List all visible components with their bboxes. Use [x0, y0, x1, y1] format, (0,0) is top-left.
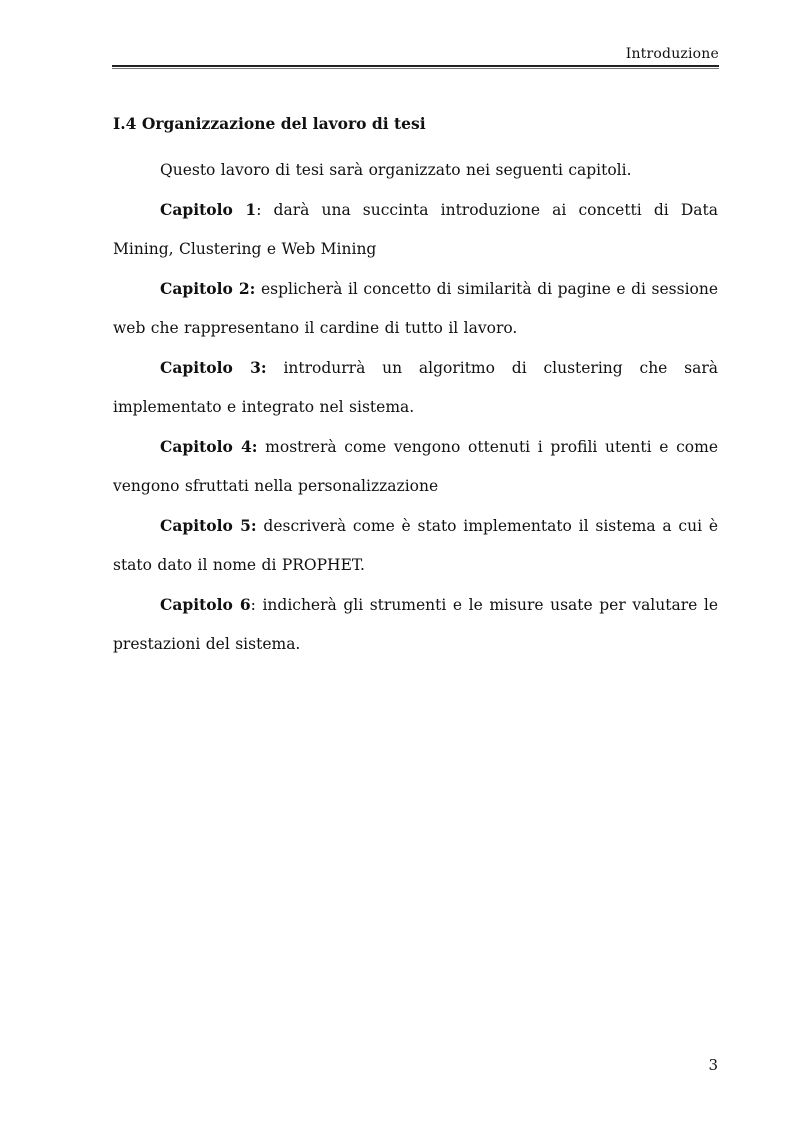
chapter-description: darà una succinta introduzione ai concetti di Data Mining, Clustering e Web Mining — [113, 201, 718, 258]
chapter-paragraph — [113, 269, 718, 348]
intro-paragraph: Questo lavoro di tesi sarà organizzato nei seguenti capitoli. — [160, 161, 632, 179]
chapter-paragraph — [113, 348, 718, 427]
page-number: 3 — [708, 1056, 718, 1074]
chapter-description: mostrerà come vengono ottenuti i profili utenti e come vengono sfruttati nella personalizzazione — [113, 438, 718, 495]
header-rule-thin — [112, 68, 719, 69]
chapter-paragraph — [113, 427, 718, 506]
chapter-label: Capitolo 5: — [160, 516, 257, 535]
chapter-paragraph — [113, 585, 718, 664]
chapter-separator: : — [250, 596, 263, 614]
chapter-description: esplicherà il concetto di similarità di pagine e di sessione web che rappresentano il cardine di tutto il lavoro. — [113, 280, 719, 337]
running-header: Introduzione — [625, 46, 719, 62]
chapter-paragraph — [113, 190, 718, 269]
chapter-label: Capitolo 2: — [160, 279, 256, 298]
chapter-label: Capitolo 4: — [160, 437, 258, 456]
chapter-label: Capitolo 1 — [160, 200, 257, 219]
chapter-description: indicherà gli strumenti e le misure usate per valutare le prestazioni del sistema. — [113, 596, 718, 653]
chapter-separator: : — [256, 201, 274, 219]
chapter-description: introdurrà un algoritmo di clustering che sarà implementato e integrato nel sistema. — [113, 359, 718, 416]
chapter-paragraph — [113, 506, 718, 585]
page-content — [113, 112, 718, 664]
chapter-separator — [267, 359, 284, 377]
header-rule — [112, 65, 719, 67]
chapter-label: Capitolo 3: — [160, 358, 267, 377]
chapter-description: descriverà come è stato implementato il sistema a cui è stato dato il nome di PROPHET. — [113, 517, 718, 574]
chapter-label: Capitolo 6 — [160, 595, 251, 614]
section-title: I.4 Organizzazione del lavoro di tesi — [113, 114, 426, 133]
